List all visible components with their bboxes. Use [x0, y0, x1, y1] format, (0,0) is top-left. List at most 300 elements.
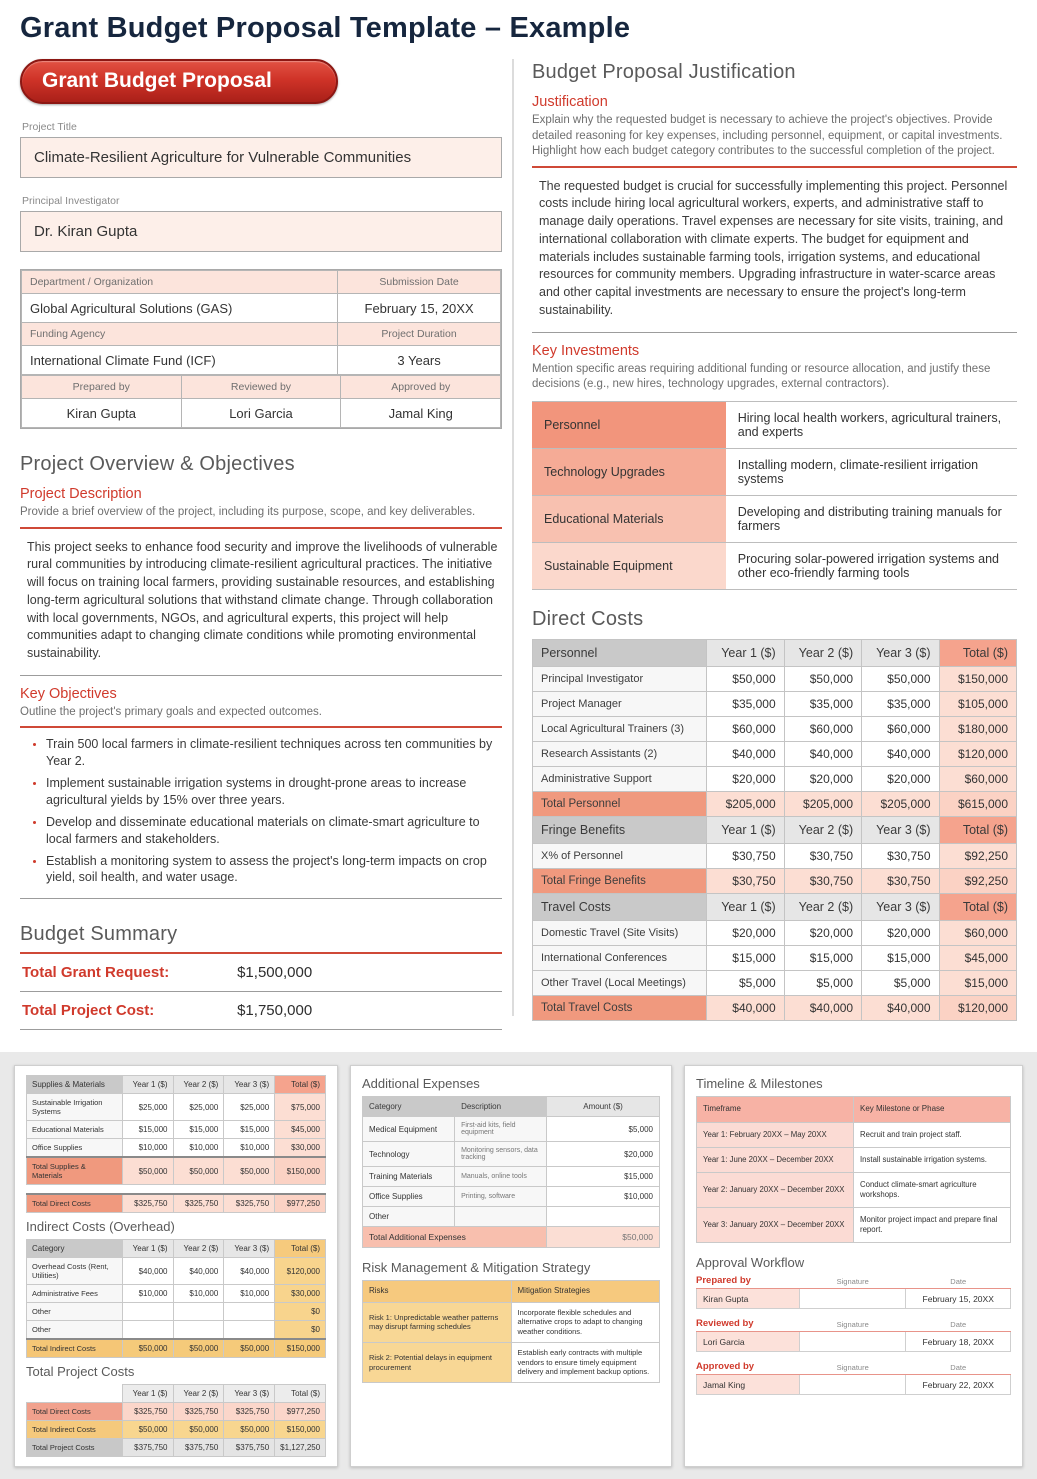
- table-cell: $150,000: [939, 666, 1016, 691]
- table-row: [533, 791, 1017, 816]
- table-cell: Total ($): [275, 1385, 326, 1403]
- table-cell: Other: [27, 1321, 123, 1340]
- direct-costs-heading: Direct Costs: [532, 607, 644, 630]
- divider: [20, 675, 502, 676]
- table-cell: Other: [27, 1303, 123, 1321]
- key-investments-table: [532, 401, 1017, 590]
- table-cell: Office Supplies: [363, 1187, 455, 1207]
- table-cell: Key Milestone or Phase: [854, 1097, 1011, 1122]
- table-cell: $5,000: [707, 970, 784, 995]
- table-cell: $325,750: [173, 1194, 224, 1213]
- justification-hint: Explain why the requested budget is necessary to achieve the project's objectives. Provide detailed reasoning for key expenses, including personnel, equipment, or capital investments. Highlight how each budget category contributes to the successful completion of the project.: [532, 114, 1003, 158]
- table-row: [363, 1227, 660, 1248]
- table-cell: $10,000: [173, 1285, 224, 1303]
- table-row: [533, 816, 1017, 843]
- table-cell: $10,000: [547, 1187, 660, 1207]
- principal-investigator-label: Principal Investigator: [22, 195, 120, 207]
- objectives-list: [20, 736, 502, 886]
- table-cell: $977,250: [275, 1194, 326, 1213]
- left-column: [20, 51, 502, 1030]
- divider: [20, 726, 502, 728]
- grant-request-label: Total Grant Request:: [22, 964, 170, 982]
- table-row: [363, 1187, 660, 1207]
- table-row: [27, 1194, 326, 1213]
- table-cell: Procuring solar-powered irrigation systems and other eco-friendly farming tools: [726, 542, 1017, 589]
- table-cell: $105,000: [939, 691, 1016, 716]
- table-cell: Installing modern, climate-resilient irrigation systems: [726, 448, 1017, 495]
- justification-body[interactable]: The requested budget is crucial for successfully implementing this project. Personnel costs include hiring local agricultural workers, experts, and administrative staff to manage daily operations. Travel expenses are necessary for site visits, training, and international collaboration with climate experts. The budget for equipment and materials includes sustainable farming tools, irrigation systems, and educational resources for community members. Upgrading infrastructure in water-scarce areas and other capital investments are necessary to ensure the project's long-term sustainability.: [539, 178, 1008, 317]
- table-row: [697, 1122, 1011, 1147]
- table-cell: Total Additional Expenses: [363, 1227, 547, 1248]
- table-row: [27, 1121, 326, 1139]
- funding-agency-value: International Climate Fund (ICF): [22, 346, 338, 375]
- table-row: [532, 401, 1017, 448]
- table-cell: Year 2 ($): [173, 1076, 224, 1094]
- date-column-label: Date: [950, 1363, 967, 1373]
- approver-name: Lori Garcia: [696, 1332, 800, 1352]
- table-cell: Hiring local health workers, agricultural trainers, and experts: [726, 401, 1017, 448]
- table-cell: Administrative Fees: [27, 1285, 123, 1303]
- table-cell: $150,000: [275, 1339, 326, 1358]
- costs-card: [14, 1065, 338, 1467]
- table-cell: Medical Equipment: [363, 1117, 455, 1142]
- table-cell: $15,000: [122, 1121, 173, 1139]
- table-cell: Risks: [363, 1281, 512, 1302]
- table-cell: Other: [363, 1207, 455, 1227]
- table-cell: $25,000: [122, 1094, 173, 1121]
- table-cell: Mitigation Strategies: [511, 1281, 660, 1302]
- table-cell: Project Manager: [533, 691, 707, 716]
- table-cell: $50,000: [547, 1227, 660, 1248]
- table-cell: $60,000: [784, 716, 861, 741]
- table-row: [533, 995, 1017, 1020]
- table-cell: $30,750: [707, 868, 784, 893]
- table-cell: Establish early contracts with multiple vendors to ensure timely equipment delivery and implement backup options.: [511, 1342, 660, 1382]
- table-row: [22, 271, 501, 294]
- justification-heading: Justification: [532, 94, 608, 110]
- table-cell: $40,000: [784, 995, 861, 1020]
- reviewed-by-value: Lori Garcia: [181, 399, 341, 428]
- prepared-by-label: Prepared by: [22, 376, 182, 399]
- table-row: [27, 1157, 326, 1185]
- table-cell: Sustainable Equipment: [532, 542, 726, 589]
- reviewed-by-label: Reviewed by: [181, 376, 341, 399]
- objective-item: • Establish a monitoring system to assess the project's long-term impacts on crop yield, soil health, and water usage.: [46, 853, 502, 887]
- table-row: [532, 542, 1017, 589]
- signature-field[interactable]: [800, 1332, 906, 1352]
- table-cell: Total ($): [275, 1240, 326, 1258]
- table-row: [697, 1208, 1011, 1243]
- department-value: Global Agricultural Solutions (GAS): [22, 294, 338, 323]
- table-cell: Printing, software: [455, 1187, 547, 1207]
- table-cell: [455, 1207, 547, 1227]
- table-cell: $40,000: [224, 1258, 275, 1285]
- project-duration-label: Project Duration: [338, 323, 501, 346]
- signature-field[interactable]: [800, 1375, 906, 1395]
- table-row: [363, 1281, 660, 1302]
- table-cell: $325,750: [173, 1403, 224, 1421]
- table-cell: $40,000: [784, 741, 861, 766]
- timeline-table: [696, 1096, 1011, 1243]
- table-cell: $20,000: [707, 920, 784, 945]
- table-cell: $20,000: [862, 766, 939, 791]
- table-cell: $205,000: [784, 791, 861, 816]
- principal-investigator-field[interactable]: Dr. Kiran Gupta: [20, 211, 502, 252]
- table-row: [533, 666, 1017, 691]
- approval-role-label: Reviewed by: [696, 1318, 754, 1330]
- budget-summary-heading: Budget Summary: [20, 923, 178, 946]
- grant-request-value[interactable]: $1,500,000: [237, 964, 313, 982]
- table-row: [27, 1321, 326, 1340]
- table-cell: $205,000: [707, 791, 784, 816]
- table-cell: Year 3 ($): [224, 1385, 275, 1403]
- approval-date: February 18, 20XX: [905, 1332, 1011, 1352]
- table-cell: $50,000: [707, 666, 784, 691]
- project-description-body[interactable]: This project seeks to enhance food security and improve the livelihoods of vulnerable rural communities by introducing climate-resilient agricultural practices. The initiative will focus on training local farmers, providing sustainable resources, and establishing long-term agricultural solutions that withstand climate change. Through collaboration with local governments, NGOs, and agricultural experts, this project will help communities adapt to changing climate conditions while promoting environmental sustainability.: [27, 539, 498, 661]
- table-cell: $50,000: [122, 1421, 173, 1439]
- table-cell: International Conferences: [533, 945, 707, 970]
- table-cell: Category: [27, 1240, 123, 1258]
- table-row: [533, 970, 1017, 995]
- table-row: [363, 1302, 660, 1342]
- table-cell: $5,000: [862, 970, 939, 995]
- table-cell: Year 1 ($): [707, 639, 784, 666]
- table-cell: Personnel: [533, 639, 707, 666]
- table-cell: $75,000: [275, 1094, 326, 1121]
- supplies-materials-table: [26, 1075, 326, 1185]
- table-cell: $40,000: [862, 995, 939, 1020]
- table-cell: [27, 1385, 123, 1403]
- table-cell: Description: [455, 1097, 547, 1117]
- table-row: [22, 294, 501, 323]
- project-duration-value: 3 Years: [338, 346, 501, 375]
- project-title-field[interactable]: Climate-Resilient Agriculture for Vulnerable Communities: [20, 137, 502, 178]
- table-cell: Total Supplies & Materials: [27, 1157, 123, 1185]
- table-row: [533, 945, 1017, 970]
- approved-by-value: Jamal King: [341, 399, 501, 428]
- table-cell: $40,000: [707, 741, 784, 766]
- table-cell: $10,000: [224, 1139, 275, 1158]
- table-row: [697, 1172, 1011, 1207]
- table-cell: Year 3 ($): [224, 1240, 275, 1258]
- table-cell: Risk 2: Potential delays in equipment procurement: [363, 1342, 512, 1382]
- table-cell: Category: [363, 1097, 455, 1117]
- table-cell: $120,000: [939, 741, 1016, 766]
- table-cell: $15,000: [784, 945, 861, 970]
- grant-budget-proposal-badge: Grant Budget Proposal: [20, 59, 338, 104]
- indirect-costs-heading: Indirect Costs (Overhead): [26, 1219, 175, 1235]
- table-cell: $15,000: [173, 1121, 224, 1139]
- table-row: [27, 1258, 326, 1285]
- table-cell: $0: [275, 1303, 326, 1321]
- table-cell: Year 2 ($): [173, 1240, 224, 1258]
- table-cell: $10,000: [224, 1285, 275, 1303]
- table-row: [533, 868, 1017, 893]
- table-cell: $0: [275, 1321, 326, 1340]
- table-cell: $977,250: [275, 1403, 326, 1421]
- table-cell: Total Personnel: [533, 791, 707, 816]
- table-cell: Year 3: January 20XX – December 20XX: [697, 1208, 854, 1243]
- table-row: [363, 1207, 660, 1227]
- approval-block-prepared: [696, 1275, 1011, 1309]
- table-cell: $325,750: [224, 1194, 275, 1213]
- table-cell: $325,750: [122, 1194, 173, 1213]
- table-cell: $50,000: [224, 1157, 275, 1185]
- table-cell: Install sustainable irrigation systems.: [854, 1147, 1011, 1172]
- table-cell: Total Indirect Costs: [27, 1421, 123, 1439]
- table-row: [532, 448, 1017, 495]
- signature-column-label: Signature: [836, 1277, 869, 1287]
- table-cell: $45,000: [939, 945, 1016, 970]
- risk-management-heading: Risk Management & Mitigation Strategy: [362, 1260, 591, 1276]
- prepared-by-value: Kiran Gupta: [22, 399, 182, 428]
- table-row: [697, 1147, 1011, 1172]
- table-cell: [173, 1303, 224, 1321]
- table-cell: Year 2 ($): [784, 639, 861, 666]
- table-cell: Domestic Travel (Site Visits): [533, 920, 707, 945]
- top-section: [0, 51, 1037, 1030]
- table-cell: Office Supplies: [27, 1139, 123, 1158]
- table-cell: $60,000: [939, 920, 1016, 945]
- table-row: [363, 1167, 660, 1187]
- table-row: [22, 323, 501, 346]
- table-cell: $60,000: [862, 716, 939, 741]
- table-cell: $92,250: [939, 843, 1016, 868]
- risk-management-table: [362, 1280, 660, 1383]
- table-cell: $375,750: [122, 1439, 173, 1457]
- table-cell: [224, 1303, 275, 1321]
- table-cell: $25,000: [173, 1094, 224, 1121]
- table-row: [363, 1117, 660, 1142]
- table-row: [533, 639, 1017, 666]
- table-cell: Training Materials: [363, 1167, 455, 1187]
- project-cost-value[interactable]: $1,750,000: [237, 1002, 313, 1020]
- table-cell: Educational Materials: [532, 495, 726, 542]
- submission-date-label: Submission Date: [338, 271, 501, 294]
- table-cell: $325,750: [224, 1403, 275, 1421]
- funding-agency-label: Funding Agency: [22, 323, 338, 346]
- table-cell: Educational Materials: [27, 1121, 123, 1139]
- timeline-approval-card: [684, 1065, 1023, 1467]
- table-cell: Year 2 ($): [784, 893, 861, 920]
- table-row: [27, 1385, 326, 1403]
- key-investments-heading: Key Investments: [532, 342, 640, 359]
- table-cell: $150,000: [275, 1157, 326, 1185]
- table-row: [27, 1094, 326, 1121]
- overview-section-heading: Project Overview & Objectives: [20, 453, 295, 475]
- table-cell: Year 3 ($): [224, 1076, 275, 1094]
- project-cost-row: [20, 992, 502, 1029]
- department-label: Department / Organization: [22, 271, 338, 294]
- project-title-label: Project Title: [22, 121, 77, 133]
- table-cell: $30,000: [275, 1285, 326, 1303]
- table-cell: $120,000: [275, 1258, 326, 1285]
- table-cell: Local Agricultural Trainers (3): [533, 716, 707, 741]
- table-cell: Overhead Costs (Rent, Utilities): [27, 1258, 123, 1285]
- table-cell: $20,000: [784, 766, 861, 791]
- table-row: [27, 1339, 326, 1358]
- signature-column-label: Signature: [836, 1320, 869, 1330]
- project-description-hint: Provide a brief overview of the project, including its purpose, scope, and key deliverables.: [20, 506, 476, 518]
- signature-column-label: Signature: [836, 1363, 869, 1373]
- table-cell: $30,750: [784, 843, 861, 868]
- table-cell: $10,000: [122, 1285, 173, 1303]
- key-objectives-heading: Key Objectives: [20, 685, 117, 702]
- approval-workflow-heading: Approval Workflow: [696, 1255, 805, 1271]
- table-cell: $50,000: [224, 1421, 275, 1439]
- table-cell: Year 3 ($): [862, 893, 939, 920]
- table-cell: $15,000: [862, 945, 939, 970]
- table-cell: $5,000: [784, 970, 861, 995]
- table-cell: Supplies & Materials: [27, 1076, 123, 1094]
- right-column: [514, 51, 1017, 1030]
- table-cell: $25,000: [224, 1094, 275, 1121]
- divider: [532, 332, 1017, 333]
- table-cell: Total ($): [939, 816, 1016, 843]
- table-cell: Other Travel (Local Meetings): [533, 970, 707, 995]
- date-column-label: Date: [950, 1277, 967, 1287]
- table-row: [533, 843, 1017, 868]
- table-cell: Total Direct Costs: [27, 1403, 123, 1421]
- table-cell: $15,000: [939, 970, 1016, 995]
- key-objectives-hint: Outline the project's primary goals and expected outcomes.: [20, 705, 322, 718]
- table-cell: X% of Personnel: [533, 843, 707, 868]
- table-row: [27, 1439, 326, 1457]
- table-cell: $35,000: [707, 691, 784, 716]
- table-cell: $50,000: [173, 1157, 224, 1185]
- signature-field[interactable]: [800, 1289, 906, 1309]
- table-cell: $30,750: [862, 868, 939, 893]
- table-cell: $10,000: [122, 1139, 173, 1158]
- table-cell: $50,000: [173, 1421, 224, 1439]
- objective-item: • Develop and disseminate educational materials on climate-smart agriculture to local farmers and stakeholders.: [46, 814, 502, 848]
- table-row: [22, 346, 501, 375]
- table-row: [22, 399, 501, 428]
- table-cell: Sustainable Irrigation Systems: [27, 1094, 123, 1121]
- table-cell: $40,000: [862, 741, 939, 766]
- table-cell: [224, 1321, 275, 1340]
- table-cell: Year 2 ($): [173, 1385, 224, 1403]
- table-cell: $50,000: [173, 1339, 224, 1358]
- table-row: [27, 1285, 326, 1303]
- table-cell: $30,750: [784, 868, 861, 893]
- table-cell: [122, 1303, 173, 1321]
- total-direct-costs-table: [26, 1193, 326, 1213]
- objective-item: • Implement sustainable irrigation systems in drought-prone areas to increase agricultural yields by 15% over three years.: [46, 775, 502, 809]
- direct-costs-table: [532, 639, 1017, 1021]
- total-project-costs-heading: Total Project Costs: [26, 1364, 135, 1380]
- approval-date: February 22, 20XX: [905, 1375, 1011, 1395]
- table-cell: Risk 1: Unpredictable weather patterns may disrupt farming schedules: [363, 1302, 512, 1342]
- table-cell: Technology Upgrades: [532, 448, 726, 495]
- table-cell: First-aid kits, field equipment: [455, 1117, 547, 1142]
- table-cell: $15,000: [224, 1121, 275, 1139]
- table-cell: Total Direct Costs: [27, 1194, 123, 1213]
- table-cell: Manuals, online tools: [455, 1167, 547, 1187]
- approved-by-label: Approved by: [341, 376, 501, 399]
- table-cell: $40,000: [173, 1258, 224, 1285]
- table-cell: Year 2: January 20XX – December 20XX: [697, 1172, 854, 1207]
- table-cell: Monitoring sensors, data tracking: [455, 1142, 547, 1167]
- table-cell: Year 1 ($): [707, 816, 784, 843]
- table-cell: $205,000: [862, 791, 939, 816]
- table-cell: $35,000: [784, 691, 861, 716]
- table-cell: $150,000: [275, 1421, 326, 1439]
- table-row: [27, 1303, 326, 1321]
- table-row: [27, 1421, 326, 1439]
- table-cell: Year 1: February 20XX – May 20XX: [697, 1122, 854, 1147]
- table-row: [363, 1142, 660, 1167]
- table-cell: $50,000: [862, 666, 939, 691]
- table-cell: Year 3 ($): [862, 816, 939, 843]
- project-description-heading: Project Description: [20, 486, 142, 502]
- divider: [20, 1029, 502, 1030]
- table-row: [533, 716, 1017, 741]
- table-cell: Research Assistants (2): [533, 741, 707, 766]
- table-row: [533, 741, 1017, 766]
- table-row: [533, 893, 1017, 920]
- table-cell: Total ($): [275, 1076, 326, 1094]
- table-cell: $375,750: [173, 1439, 224, 1457]
- table-cell: $180,000: [939, 716, 1016, 741]
- table-row: [27, 1139, 326, 1158]
- bottom-section: [0, 1052, 1037, 1479]
- table-row: [363, 1342, 660, 1382]
- table-cell: Developing and distributing training manuals for farmers: [726, 495, 1017, 542]
- table-cell: $45,000: [275, 1121, 326, 1139]
- table-row: [22, 376, 501, 399]
- table-cell: Principal Investigator: [533, 666, 707, 691]
- table-row: [697, 1097, 1011, 1122]
- table-row: [532, 495, 1017, 542]
- table-cell: $15,000: [547, 1167, 660, 1187]
- table-cell: $325,750: [122, 1403, 173, 1421]
- table-cell: $60,000: [707, 716, 784, 741]
- table-cell: $50,000: [122, 1339, 173, 1358]
- table-cell: Year 2 ($): [784, 816, 861, 843]
- table-cell: $615,000: [939, 791, 1016, 816]
- table-cell: Fringe Benefits: [533, 816, 707, 843]
- table-cell: $20,000: [862, 920, 939, 945]
- table-cell: $5,000: [547, 1117, 660, 1142]
- timeline-heading: Timeline & Milestones: [696, 1076, 823, 1092]
- table-cell: Monitor project impact and prepare final report.: [854, 1208, 1011, 1243]
- table-cell: [547, 1207, 660, 1227]
- table-cell: $30,000: [275, 1139, 326, 1158]
- approval-role-label: Approved by: [696, 1361, 755, 1373]
- table-cell: $120,000: [939, 995, 1016, 1020]
- table-cell: $35,000: [862, 691, 939, 716]
- table-cell: Year 1 ($): [122, 1076, 173, 1094]
- table-cell: Total Travel Costs: [533, 995, 707, 1020]
- table-cell: $60,000: [939, 766, 1016, 791]
- project-cost-label: Total Project Cost:: [22, 1002, 155, 1020]
- table-cell: $20,000: [547, 1142, 660, 1167]
- table-cell: Personnel: [532, 401, 726, 448]
- table-cell: Amount ($): [547, 1097, 660, 1117]
- table-cell: $20,000: [784, 920, 861, 945]
- table-row: [27, 1240, 326, 1258]
- page-title: Grant Budget Proposal Template – Example: [20, 12, 631, 44]
- table-row: [533, 691, 1017, 716]
- table-cell: $50,000: [784, 666, 861, 691]
- table-cell: Total Project Costs: [27, 1439, 123, 1457]
- table-cell: $30,750: [862, 843, 939, 868]
- table-row: [27, 1076, 326, 1094]
- table-cell: $30,750: [707, 843, 784, 868]
- project-info-table: [20, 269, 502, 429]
- table-cell: $10,000: [173, 1139, 224, 1158]
